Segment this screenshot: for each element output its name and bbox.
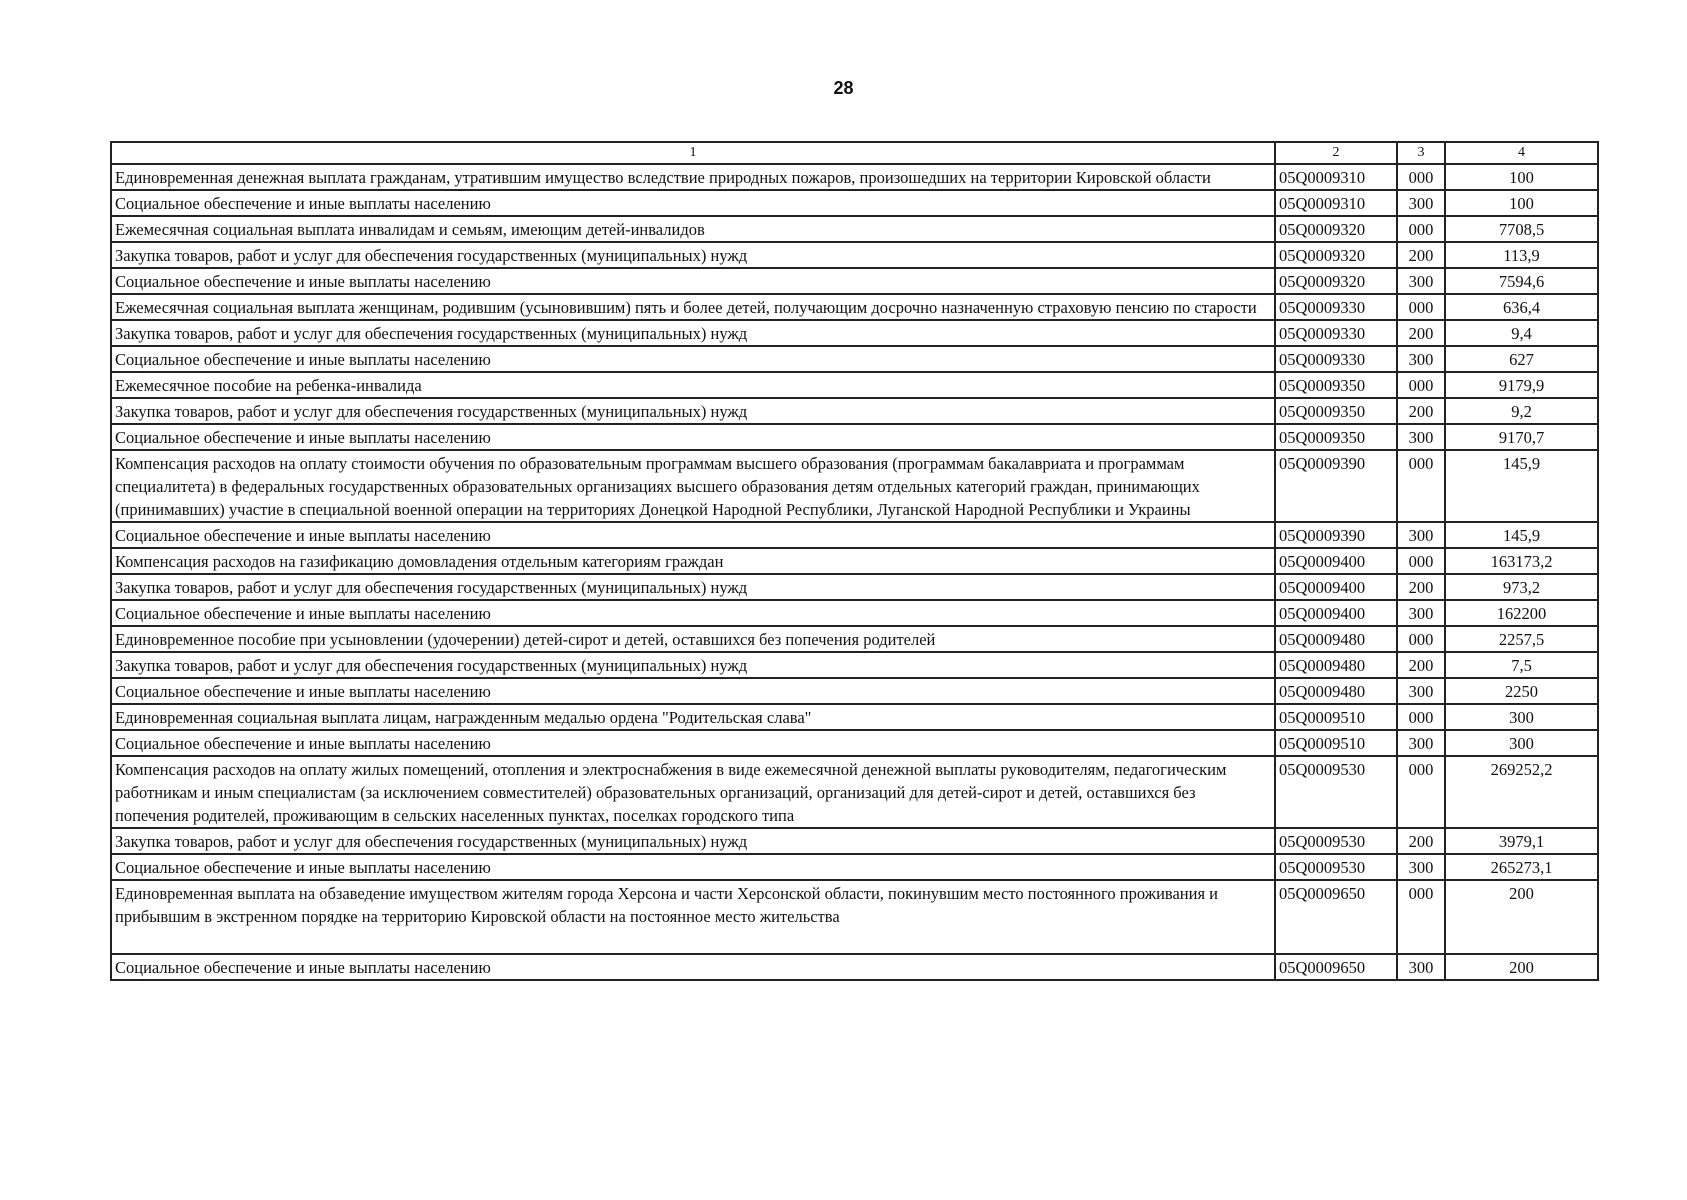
table-row — [111, 574, 1598, 600]
row-amount-cell: 9,2 — [1445, 398, 1598, 424]
row-amount-cell: 200 — [1445, 880, 1598, 954]
row-name-cell: Социальное обеспечение и иные выплаты населению — [111, 678, 1275, 704]
row-code-cell: 05Q0009480 — [1275, 626, 1397, 652]
column-header: 3 — [1397, 142, 1445, 164]
row-type-cell: 200 — [1397, 320, 1445, 346]
row-name-cell: Закупка товаров, работ и услуг для обеспечения государственных (муниципальных) нужд — [111, 574, 1275, 600]
row-name-cell: Ежемесячное пособие на ребенка-инвалида — [111, 372, 1275, 398]
table-row — [111, 242, 1598, 268]
row-code-cell: 05Q0009480 — [1275, 652, 1397, 678]
row-type-cell: 200 — [1397, 242, 1445, 268]
column-header: 2 — [1275, 142, 1397, 164]
row-type-cell: 200 — [1397, 398, 1445, 424]
row-type-cell: 300 — [1397, 730, 1445, 756]
table-row — [111, 216, 1598, 242]
row-code-cell: 05Q0009350 — [1275, 372, 1397, 398]
row-amount-cell: 9179,9 — [1445, 372, 1598, 398]
row-code-cell: 05Q0009330 — [1275, 320, 1397, 346]
row-name-cell: Ежемесячная социальная выплата женщинам, родившим (усыновившим) пять и более детей, получающим досрочно назначенную страховую пенсию по старости — [111, 294, 1275, 320]
row-code-cell: 05Q0009400 — [1275, 548, 1397, 574]
table-row — [111, 346, 1598, 372]
row-name-cell: Социальное обеспечение и иные выплаты населению — [111, 424, 1275, 450]
row-type-cell: 000 — [1397, 164, 1445, 190]
row-code-cell: 05Q0009320 — [1275, 216, 1397, 242]
table-row — [111, 600, 1598, 626]
row-amount-cell: 300 — [1445, 730, 1598, 756]
row-amount-cell: 9,4 — [1445, 320, 1598, 346]
row-type-cell: 000 — [1397, 880, 1445, 954]
row-name-cell: Социальное обеспечение и иные выплаты населению — [111, 346, 1275, 372]
table-row — [111, 372, 1598, 398]
row-name-cell: Ежемесячная социальная выплата инвалидам и семьям, имеющим детей-инвалидов — [111, 216, 1275, 242]
row-amount-cell: 3979,1 — [1445, 828, 1598, 854]
row-type-cell: 000 — [1397, 372, 1445, 398]
row-name-cell: Социальное обеспечение и иные выплаты населению — [111, 854, 1275, 880]
row-code-cell: 05Q0009650 — [1275, 880, 1397, 954]
row-amount-cell: 269252,2 — [1445, 756, 1598, 828]
table-row — [111, 522, 1598, 548]
row-name-cell: Социальное обеспечение и иные выплаты населению — [111, 190, 1275, 216]
table-row — [111, 320, 1598, 346]
row-name-cell: Социальное обеспечение и иные выплаты населению — [111, 600, 1275, 626]
row-type-cell: 300 — [1397, 522, 1445, 548]
table-row — [111, 730, 1598, 756]
row-code-cell: 05Q0009530 — [1275, 828, 1397, 854]
table-row — [111, 704, 1598, 730]
row-amount-cell: 200 — [1445, 954, 1598, 980]
row-code-cell: 05Q0009330 — [1275, 346, 1397, 372]
row-name-cell: Закупка товаров, работ и услуг для обеспечения государственных (муниципальных) нужд — [111, 398, 1275, 424]
row-name-cell: Социальное обеспечение и иные выплаты населению — [111, 730, 1275, 756]
row-code-cell: 05Q0009480 — [1275, 678, 1397, 704]
table-row — [111, 398, 1598, 424]
row-type-cell: 200 — [1397, 574, 1445, 600]
row-type-cell: 300 — [1397, 854, 1445, 880]
table-row — [111, 450, 1598, 522]
row-amount-cell: 7708,5 — [1445, 216, 1598, 242]
row-code-cell: 05Q0009530 — [1275, 756, 1397, 828]
row-code-cell: 05Q0009390 — [1275, 522, 1397, 548]
column-header: 4 — [1445, 142, 1598, 164]
row-type-cell: 300 — [1397, 678, 1445, 704]
row-type-cell: 000 — [1397, 704, 1445, 730]
row-amount-cell: 973,2 — [1445, 574, 1598, 600]
table-row — [111, 756, 1598, 828]
table-row — [111, 880, 1598, 954]
row-type-cell: 300 — [1397, 424, 1445, 450]
row-code-cell: 05Q0009350 — [1275, 398, 1397, 424]
row-type-cell: 000 — [1397, 626, 1445, 652]
row-code-cell: 05Q0009530 — [1275, 854, 1397, 880]
table-row — [111, 294, 1598, 320]
row-code-cell: 05Q0009390 — [1275, 450, 1397, 522]
row-name-cell: Социальное обеспечение и иные выплаты населению — [111, 954, 1275, 980]
row-code-cell: 05Q0009650 — [1275, 954, 1397, 980]
row-amount-cell: 300 — [1445, 704, 1598, 730]
row-type-cell: 000 — [1397, 294, 1445, 320]
budget-table — [110, 141, 1599, 981]
table-row — [111, 652, 1598, 678]
table-row — [111, 954, 1598, 980]
row-code-cell: 05Q0009320 — [1275, 242, 1397, 268]
row-amount-cell: 163173,2 — [1445, 548, 1598, 574]
row-amount-cell: 113,9 — [1445, 242, 1598, 268]
row-name-cell: Закупка товаров, работ и услуг для обеспечения государственных (муниципальных) нужд — [111, 320, 1275, 346]
row-type-cell: 300 — [1397, 954, 1445, 980]
table-row — [111, 548, 1598, 574]
row-name-cell: Единовременное пособие при усыновлении (удочерении) детей-сирот и детей, оставшихся без попечения родителей — [111, 626, 1275, 652]
row-amount-cell: 2257,5 — [1445, 626, 1598, 652]
row-code-cell: 05Q0009330 — [1275, 294, 1397, 320]
row-code-cell: 05Q0009400 — [1275, 600, 1397, 626]
row-code-cell: 05Q0009510 — [1275, 704, 1397, 730]
row-code-cell: 05Q0009310 — [1275, 164, 1397, 190]
row-type-cell: 300 — [1397, 346, 1445, 372]
budget-table-body — [111, 142, 1598, 980]
row-name-cell: Социальное обеспечение и иные выплаты населению — [111, 268, 1275, 294]
table-row — [111, 164, 1598, 190]
row-amount-cell: 9170,7 — [1445, 424, 1598, 450]
row-type-cell: 000 — [1397, 450, 1445, 522]
row-amount-cell: 627 — [1445, 346, 1598, 372]
page-number: 28 — [833, 78, 854, 98]
row-name-cell: Социальное обеспечение и иные выплаты населению — [111, 522, 1275, 548]
row-code-cell: 05Q0009510 — [1275, 730, 1397, 756]
row-name-cell: Единовременная выплата на обзаведение имуществом жителям города Херсона и части Херсонской области, покинувшим место постоянного проживания и прибывшим в экстренном порядке на территорию Кировской области на постоянное место жительства — [111, 880, 1275, 954]
table-row — [111, 190, 1598, 216]
table-row — [111, 626, 1598, 652]
table-row — [111, 828, 1598, 854]
row-type-cell: 000 — [1397, 756, 1445, 828]
table-row — [111, 424, 1598, 450]
row-name-cell: Единовременная социальная выплата лицам, награжденным медалью ордена "Родительская слава" — [111, 704, 1275, 730]
row-amount-cell: 162200 — [1445, 600, 1598, 626]
row-type-cell: 300 — [1397, 268, 1445, 294]
row-name-cell: Единовременная денежная выплата гражданам, утратившим имущество вследствие природных пожаров, произошедших на территории Кировской области — [111, 164, 1275, 190]
row-type-cell: 200 — [1397, 828, 1445, 854]
row-type-cell: 300 — [1397, 190, 1445, 216]
row-amount-cell: 7,5 — [1445, 652, 1598, 678]
table-row — [111, 854, 1598, 880]
row-name-cell: Компенсация расходов на оплату жилых помещений, отопления и электроснабжения в виде ежемесячной денежной выплаты руководителям, педагогическим работникам и иным специалистам (за исключением совместителей) образовательных организаций, организаций для детей-сирот и детей, оставшихся без попечения родителей, проживающим в сельских населенных пунктах, поселках городского типа — [111, 756, 1275, 828]
table-row — [111, 268, 1598, 294]
row-code-cell: 05Q0009400 — [1275, 574, 1397, 600]
row-type-cell: 200 — [1397, 652, 1445, 678]
column-header: 1 — [111, 142, 1275, 164]
row-amount-cell: 7594,6 — [1445, 268, 1598, 294]
row-type-cell: 000 — [1397, 548, 1445, 574]
row-code-cell: 05Q0009310 — [1275, 190, 1397, 216]
row-amount-cell: 100 — [1445, 164, 1598, 190]
table-row — [111, 678, 1598, 704]
row-amount-cell: 145,9 — [1445, 450, 1598, 522]
row-amount-cell: 265273,1 — [1445, 854, 1598, 880]
row-name-cell: Закупка товаров, работ и услуг для обеспечения государственных (муниципальных) нужд — [111, 242, 1275, 268]
row-amount-cell: 2250 — [1445, 678, 1598, 704]
row-type-cell: 000 — [1397, 216, 1445, 242]
row-name-cell: Закупка товаров, работ и услуг для обеспечения государственных (муниципальных) нужд — [111, 828, 1275, 854]
row-amount-cell: 145,9 — [1445, 522, 1598, 548]
table-header-row — [111, 142, 1598, 164]
row-amount-cell: 100 — [1445, 190, 1598, 216]
row-name-cell: Компенсация расходов на газификацию домовладения отдельным категориям граждан — [111, 548, 1275, 574]
row-name-cell: Закупка товаров, работ и услуг для обеспечения государственных (муниципальных) нужд — [111, 652, 1275, 678]
row-type-cell: 300 — [1397, 600, 1445, 626]
row-amount-cell: 636,4 — [1445, 294, 1598, 320]
row-name-cell: Компенсация расходов на оплату стоимости обучения по образовательным программам высшего образования (программам бакалавриата и программам специалитета) в федеральных государственных образовательных организациях высшего образования детям отдельных категорий граждан, принимающих (принимавших) участие в специальной военной операции на территориях Донецкой Народной Республики, Луганской Народной Республики и Украины — [111, 450, 1275, 522]
row-code-cell: 05Q0009320 — [1275, 268, 1397, 294]
row-code-cell: 05Q0009350 — [1275, 424, 1397, 450]
